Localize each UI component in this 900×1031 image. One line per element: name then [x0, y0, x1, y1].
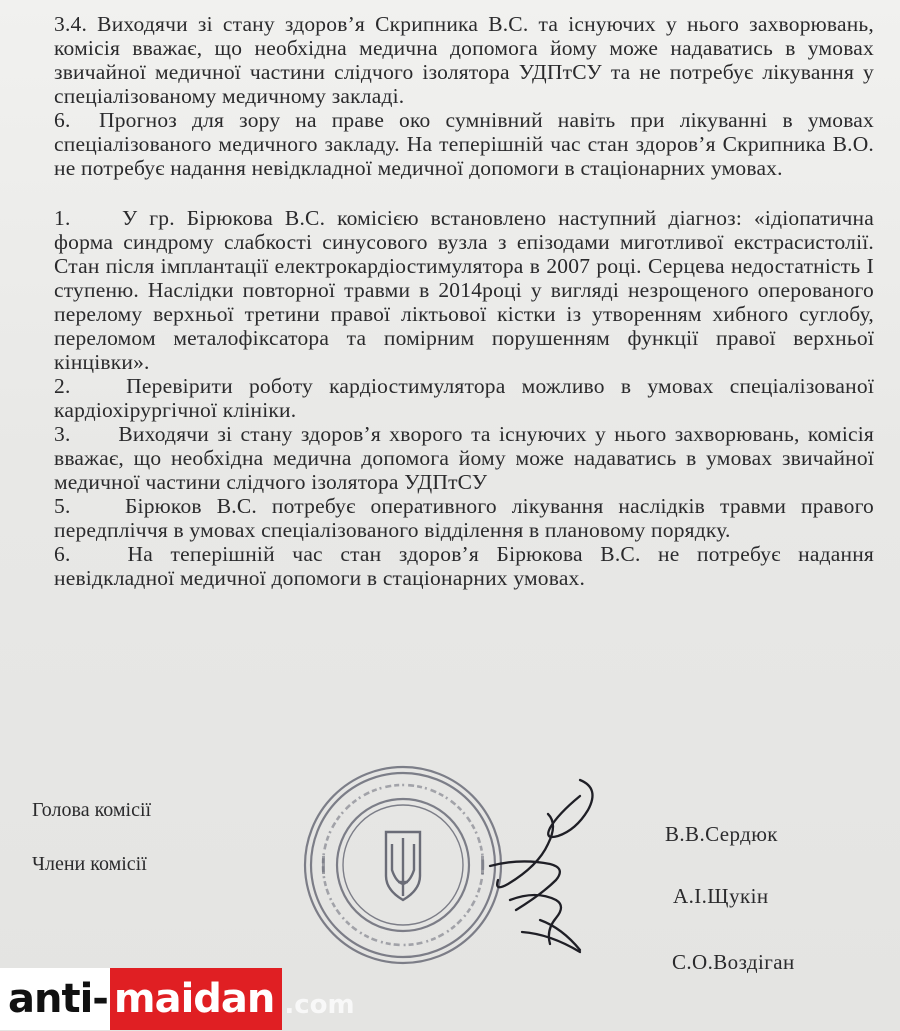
paragraph-text: Виходячи зі стану здоров’я Скрипника В.С. та існуючих у нього захворювань, комісія вважає, що необхідна медична допомога йому може надаватись в умовах звичайної медичної частини слідчого ізолятора УДПтСУ та не потребує лікування у спеціалізованому медичному закладі.: [54, 12, 875, 108]
paragraph-number: 3.: [54, 422, 71, 446]
paragraph-number: 1.: [54, 206, 71, 230]
trident-icon: [386, 832, 420, 900]
handwritten-signature: [470, 770, 630, 970]
paragraph-b-3: [54, 422, 874, 494]
paragraph-text: У гр. Бірюкова В.С. комісією встановлено наступний діагноз: «ідіопатична форма синдрому слабкості синусового вузла з епізодами миготливої екстрасистолії. Стан після імплантації електрокардіостимулятора в 2007 році. Серцева недостатність I ступеню. Наслідки повторної травми в 2014році у вигляді незрощеного оперованого перелому верхньої третини правої ліктьової кістки із утворенням хибного суглобу, переломом металофіксатора та помірним порушенням функції правої верхньої кінцівки».: [54, 206, 874, 374]
paragraph-number: 2.: [54, 374, 71, 398]
paragraph-number: 6.: [54, 108, 71, 132]
signatory-name-1: В.В.Сердюк: [665, 822, 778, 846]
signatory-name-2: А.І.Щукін: [673, 884, 769, 908]
paragraph-number: 3.4.: [54, 12, 88, 36]
watermark-part-maidan: maidan: [110, 968, 282, 1030]
paragraph-a-1: [54, 12, 874, 108]
watermark-logo: [0, 966, 355, 1031]
paragraph-number: 5.: [54, 494, 71, 518]
paragraph-number: 6.: [54, 542, 71, 566]
site-watermark: [0, 966, 355, 1031]
paragraph-text: Прогноз для зору на праве око сумнівний навіть при лікуванні в умовах спеціалізованого медичного закладу. На теперішній час стан здоров’я Скрипника В.О. не потребує надання невідкладної медичної допомоги в стаціонарних умовах.: [54, 108, 875, 180]
watermark-part-domain: .com: [284, 989, 355, 1020]
paragraph-b-6: [54, 542, 874, 590]
document-body: [54, 12, 874, 590]
paragraph-b-1: [54, 206, 874, 374]
paragraph-b-5: [54, 494, 874, 542]
paragraph-a-2: [54, 108, 874, 180]
paragraph-text: Виходячи зі стану здоров’я хворого та існуючих у нього захворювань, комісія вважає, що необхідна медична допомога йому може надаватись в умовах звичайної медичної частини слідчого ізолятора УДПтСУ: [54, 422, 875, 494]
signatory-name-3: С.О.Воздіган: [672, 950, 795, 974]
paragraph-text: Перевірити роботу кардіостимулятора можливо в умовах спеціалізованої кардіохірургічної клініки.: [54, 374, 874, 422]
members-label: Члени комісії: [32, 853, 147, 875]
paragraph-text: Бірюков В.С. потребує оперативного лікування наслідків травми правого передпліччя в умовах спеціалізованого відділення в плановому порядку.: [54, 494, 874, 542]
watermark-part-anti: anti-: [0, 968, 110, 1030]
paragraph-b-2: [54, 374, 874, 422]
paragraph-text: На теперішній час стан здоров’я Бірюкова В.С. не потребує надання невідкладної медичної допомоги в стаціонарних умовах.: [54, 542, 874, 590]
chair-label: Голова комісії: [32, 799, 152, 821]
